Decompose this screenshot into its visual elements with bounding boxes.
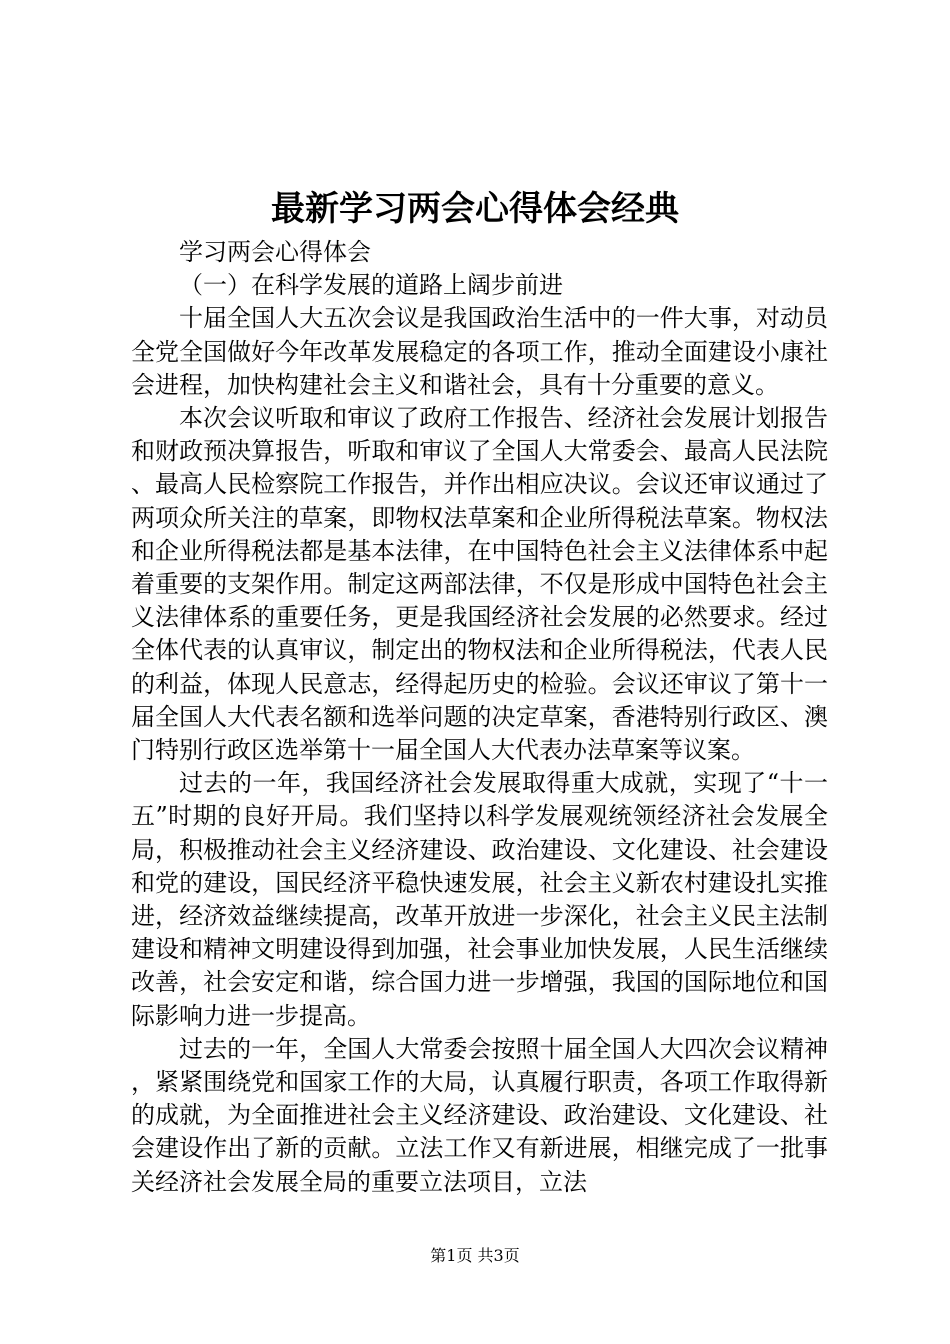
document-body [131,236,828,1199]
document-title: 最新学习两会心得体会经典 [271,189,679,229]
subtitle: 学习两会心得体会 [179,238,371,266]
paragraph-1: 十届全国人大五次会议是我国政治生活中的一件大事，对动员全党全国做好今年改革发展稳定的各项工作，推动全面建设小康社会进程，加快构建社会主义和谐社会，具有十分重要的意义。 [131,304,828,399]
page-footer: 第1页 共3页 [430,1246,520,1265]
paragraph-3: 过去的一年，我国经济社会发展取得重大成就，实现了“十一五”时期的良好开局。我们坚持以科学发展观统领经济社会发展全局，积极推动社会主义经济建设、政治建设、文化建设、社会建设和党的建设，国民经济平稳快速发展，社会主义新农村建设扎实推进，经济效益继续提高，改革开放进一步深化，社会主义民主法制建设和精神文明建设得到加强，社会事业加快发展，人民生活继续改善，社会安定和谐，综合国力进一步增强，我国的国际地位和国际影响力进一步提高。 [131,769,828,1030]
paragraph-4: 过去的一年，全国人大常委会按照十届全国人大四次会议精神，紧紧围绕党和国家工作的大局，认真履行职责，各项工作取得新的成就，为全面推进社会主义经济建设、政治建设、文化建设、社会建设作出了新的贡献。立法工作又有新进展，相继完成了一批事关经济社会发展全局的重要立法项目，立法 [131,1034,828,1196]
section-heading: （一）在科学发展的道路上阔步前进 [179,271,563,300]
paragraph-2: 本次会议听取和审议了政府工作报告、经济社会发展计划报告和财政预决算报告，听取和审议了全国人大常委会、最高人民法院、最高人民检察院工作报告，并作出相应决议。会议还审议通过了两项众所关注的草案，即物权法草案和企业所得税法草案。物权法和企业所得税法都是基本法律，在中国特色社会主义法律体系中起着重要的支架作用。制定这两部法律，不仅是形成中国特色社会主义法律体系的重要任务，更是我国经济社会发展的必然要求。经过全体代表的认真审议，制定出的物权法和企业所得税法，代表人民的利益，体现人民意志，经得起历史的检验。会议还审议了第十一届全国人大代表名额和选举问题的决定草案，香港特别行政区、澳门特别行政区选举第十一届全国人大代表办法草案等议案。 [131,404,828,765]
